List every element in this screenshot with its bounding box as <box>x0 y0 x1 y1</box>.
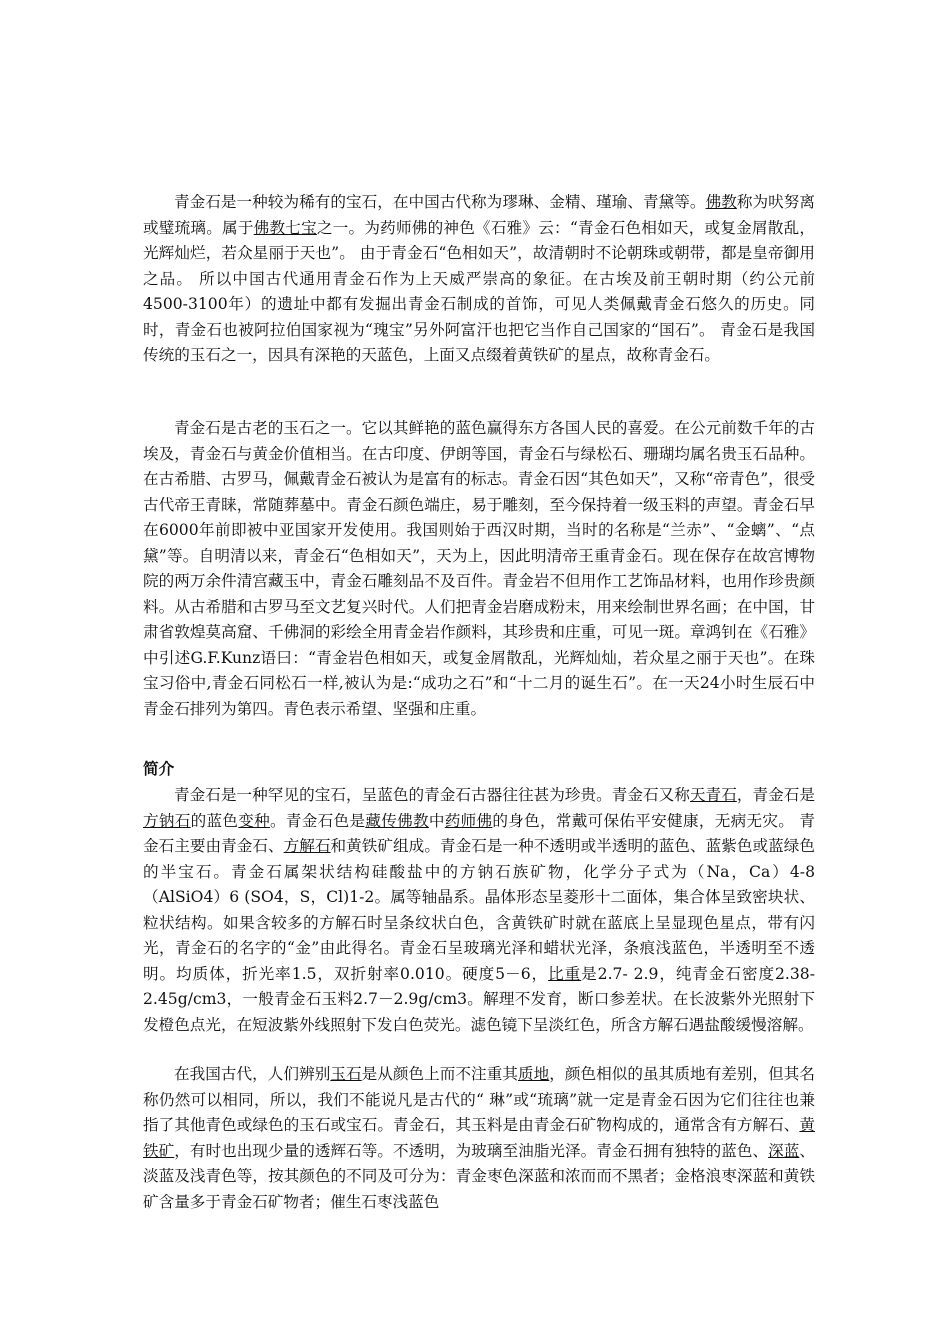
paragraph-introduction <box>143 783 815 1038</box>
link-zangchuan-fojiao[interactable]: 藏传佛教 <box>365 811 429 830</box>
link-fojiao-qibao[interactable]: 佛教七宝 <box>253 218 317 237</box>
paragraph-history: 青金石是古老的玉石之一。它以其鲜艳的蓝色赢得东方各国人民的喜爱。在公元前数千年的古埃及，青金石与黄金价值相当。在古印度、伊朗等国，青金石与绿松石、珊瑚均属名贵玉石品种。在古希腊、古罗马，佩戴青金石被认为是富有的标志。青金石因“其色如天”，又称“帝青色”，很受古代帝王青睐，常随葬墓中。青金石颜色端庄，易于雕刻，至今保持着一级玉料的声望。青金石早在6000年前即被中亚国家开发使用。我国则始于西汉时期，当时的名称是“兰赤”、“金螭”、“点黛”等。自明清以来，青金石“色相如天”，天为上，因此明清帝王重青金石。现在保存在故宫博物院的两万余件清宫藏玉中，青金石雕刻品不及百件。青金岩不但用作工艺饰品材料，也用作珍贵颜料。从古希腊和古罗马至文艺复兴时代。人们把青金岩磨成粉末，用来绘制世界名画；在中国，甘肃省敦煌莫高窟、千佛洞的彩绘全用青金岩作颜料，其珍贵和庄重，可见一斑。章鸿钊在《石雅》中引述G.F.Kunz语曰：“青金岩色相如天，或复金屑散乱，光辉灿灿，若众星之丽于天也”。在珠宝习俗中,青金石同松石一样,被认为是:“成功之石”和“十二月的诞生石”。在一天24小时生辰石中青金石排列为第四。青色表示希望、坚强和庄重。 <box>143 419 815 718</box>
link-yushi[interactable]: 玉石 <box>330 1065 362 1083</box>
text-segment: 中 <box>428 811 445 830</box>
text-segment: 和黄铁矿组成。青金石是一种不透明或半透明的蓝色、蓝紫色或蓝绿色的半宝石。青金石属架状结构硅酸盐中的方钠石族矿物，化学分子式为（Na，Ca）4-8（AlSiO4）6 (SO4，S，Cl)1-2。属等轴晶系。晶体形态呈菱形十二面体，集合体呈致密块状、粒状结构。如果含较多的方解石时呈条纹状白色，含黄铁矿时就在蓝底上呈显现色星点，带有闪光，青金石的名字的“金”由此得名。青金石呈玻璃光泽和蜡状光泽，条痕浅蓝色，半透明至不透明。均质体，折光率1.5，双折射率0.010。硬度5－6， <box>143 837 815 983</box>
text-segment: 的蓝色 <box>190 811 239 830</box>
text-segment: 、淡蓝及浅青色等，按其颜色的不同及可分为：青金枣色深蓝和浓而而不黑者；金格浪枣深蓝和黄铁矿含量多于青金石矿物者；催生石枣浅蓝色 <box>143 1141 815 1211</box>
link-tianqingshi[interactable]: 天青石 <box>689 786 737 804</box>
section-heading-jianjie: 简介 <box>143 760 175 778</box>
text-segment: 称为吠努离或璧琉璃。属于 <box>143 193 815 237</box>
text-segment: 之一。为药师佛的神色《石雅》云：“青金石色相如天，或复金屑散乱，光辉灿烂，若众星丽于天也”。 由于青金石“色相如天”，故清朝时不论朝珠或朝带，都是皇帝御用之品。 所以中国古代通用青金石作为上天威严崇高的象征。在古埃及前王朝时期（约公元前4500-3100年）的遗址中都有发掘出青金石制成的首饰，可见人类佩戴青金石悠久的历史。同时，青金石也被阿拉伯国家视为“瑰宝”另外阿富汗也把它当作自己国家的“国石”。 青金石是我国传统的玉石之一，因具有深艳的天蓝色，上面又点缀着黄铁矿的星点，故称青金石。 <box>143 218 815 364</box>
link-fangnashi[interactable]: 方钠石 <box>143 811 191 830</box>
link-bizhong[interactable]: 比重 <box>548 964 582 983</box>
link-yaoshifo[interactable]: 药师佛 <box>444 811 493 830</box>
text-segment: ，青金石是 <box>736 786 815 804</box>
text-segment: 青金石是一种罕见的宝石，呈蓝色的青金石古器往往甚为珍贵。青金石又称 <box>174 786 690 804</box>
text-segment: 在我国古代，人们辨别 <box>174 1065 331 1083</box>
text-segment: ，有时也出现少量的透辉石等。不透明，为玻璃至油脂光泽。青金石拥有独特的蓝色、 <box>174 1141 769 1160</box>
link-fojiao[interactable]: 佛教 <box>705 193 737 211</box>
link-bianzhong[interactable]: 变种 <box>238 811 271 830</box>
text-segment: 是从颜色上而不注重其 <box>361 1065 518 1083</box>
text-segment: 。青金石色是 <box>270 811 366 830</box>
text-segment: 的身色，常戴可保佑平安健康，无病无灾。 青金石主要由青金石、 <box>143 811 815 855</box>
text-segment: ，颜色相似的虽其质地有差别，但其名称仍然可以相同，所以，我们不能说凡是古代的“ 琳”或“琉璃”就一定是青金石因为它们往往也兼指了其他青色或绿色的玉石或宝石。青金石，其玉料是由青金石矿物构成的，通常含有方解石、 <box>143 1065 815 1134</box>
text-segment: 青金石是一种较为稀有的宝石，在中国古代称为璆琳、金精、瑾瑜、青黛等。 <box>174 193 706 211</box>
paragraph-ancient-identification <box>143 1062 815 1215</box>
paragraph-intro <box>143 190 815 369</box>
link-zhidi[interactable]: 质地 <box>517 1065 550 1083</box>
link-huangtiekuang[interactable]: 黄铁矿 <box>143 1116 815 1160</box>
link-shenlan[interactable]: 深蓝 <box>768 1141 800 1160</box>
link-fangjieshi[interactable]: 方解石 <box>283 837 331 855</box>
text-segment: 是2.7- 2.9，纯青金石密度2.38-2.45g/cm3，一般青金石玉料2.7－2.9g/cm3。解理不发育，断口参差状。在长波紫外光照射下发橙色点光，在短波紫外线照射下发白色荧光。滤色镜下呈淡红色，所含方解石遇盐酸缓慢溶解。 <box>143 964 815 1034</box>
